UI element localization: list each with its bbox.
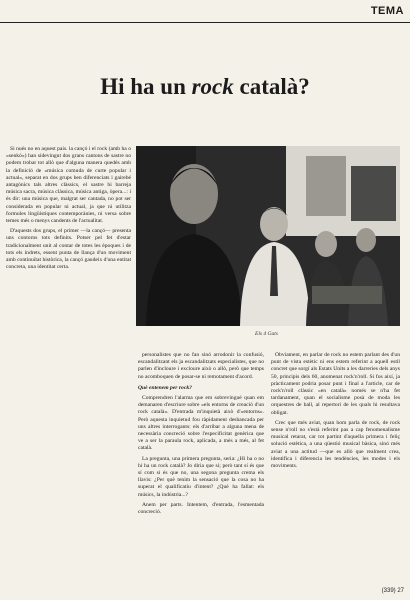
title-post: català? [233,74,310,99]
header-rule [0,22,410,23]
title-pre: Hi ha un [100,74,192,99]
column-2 [138,352,264,588]
band-photo-image [136,146,400,326]
article-title [0,74,410,100]
col2-paragraph-1: personalistes que no fan sinó arrodonir la confusió, escandalitzant els ja escandalitzats especialistes, que no parlen d'incloure i excloure això o allò, però que temps no acomboquen de posar-se ni remotament d'acord. [138,352,264,380]
col1-paragraph-1: Si nués no en aquest país. la cançó i el rock (amb ha o «senkó») han sidevingut dos grans cantons de sastre no podem trobar tot allò que d'alguna manera quedés amb la definició de «música comuda de curte popular i actual», separat en dos grups ben diferenciats i gairebé antagònics tals altres clàssics, el sastre hi barreja música sacra, música clàssica, música antiga, òpera...: i és dir: una música que, malgrat ser cantada, no pot ser considerada en popular ni actual, ja que ni utilitza formules lingüístiques contemporànies, ni versa sobre temes més o menys candents de l'actualitat. [6,146,131,225]
title-em: rock [191,74,234,99]
section-tag: TEMA [370,5,404,17]
col1-paragraph-2: D'aquests dos grups, el primer —la cançó— presenta uns contorns tots definits. Potser pel fet d'estar tradicionalment unit al contar de totes les èpoques i de tots els indrets, essent punta de llança d'un moviment amb continuïtat històrica, la cançó gaudeix d'una entitat concreta, una identitat certa. [6,228,131,271]
col3-paragraph-2: Crec que més aviat, quan hom parla de rock, de rock sense n'roll no s'està referint pas a cap fenomenalisme musical retarat, car tot partint d'aquella primera i feliç solució estètica, a una qüestió musical bàsica, sinó més aviat a una actitud —que es allò que realment crea, identifica i diferencia les tendències, les modes i els moviments. [271,419,400,470]
col2-paragraph-4: Anem per parts. Intentem, d'entrada, l'esmentada concreció. [138,501,264,516]
column-1 [6,146,131,586]
col2-paragraph-2: Comprendren l'alarma que em sobrevingué quan em demanaren d'escriure sobre «els entorns de creació d'un rock català». D'entrada m'inquietà això d'«entorns». Però aquesta inquietud fou ràpidament desbancada per uns altres interrogants: els d'arribar a alguna mena de necessària concreció sobre l'especificitat genèrica que ve a ser la paraula rock, aplicada, a més a més, al fet català. [138,395,264,452]
col2-paragraph-3: La pregunta, una primera pregunta, seria: ¿Hi ha o no hi ha un rock català? Jo diria que sí; però tant sí és que sí com si és que no, una segona pregunta crema els llavis: ¿Per què tenim la sensació que la cosa no ha superat el qualificatiu d'intent? ¿Què ha fallat: els músics, la indústria...? [138,455,264,498]
photo-caption: Els 4 Gats [255,331,278,337]
col2-subhead: Què entenem per rock? [138,384,192,391]
page-folio: (339) 27 [381,588,404,594]
column-3 [271,352,400,584]
col3-paragraph-1: Òbviament, en parlar de rock no estem parlant des d'un punt de vista estètic ni ens estem referint a aquell estil concret que sorgí als Estats Units a les darreries dels anys 50, principis dels 60, anomenat rock'n'roll. Si fos així, ja pràcticament podria posar punt i final a l'article, car de rock'n'roll clàssic «en català» només se n'ha fet tardanament, quan el socialisme posà de moda les orquestres de ball, al repertori de les quals hi resultava obligat. [271,352,400,416]
band-photo [136,146,400,326]
